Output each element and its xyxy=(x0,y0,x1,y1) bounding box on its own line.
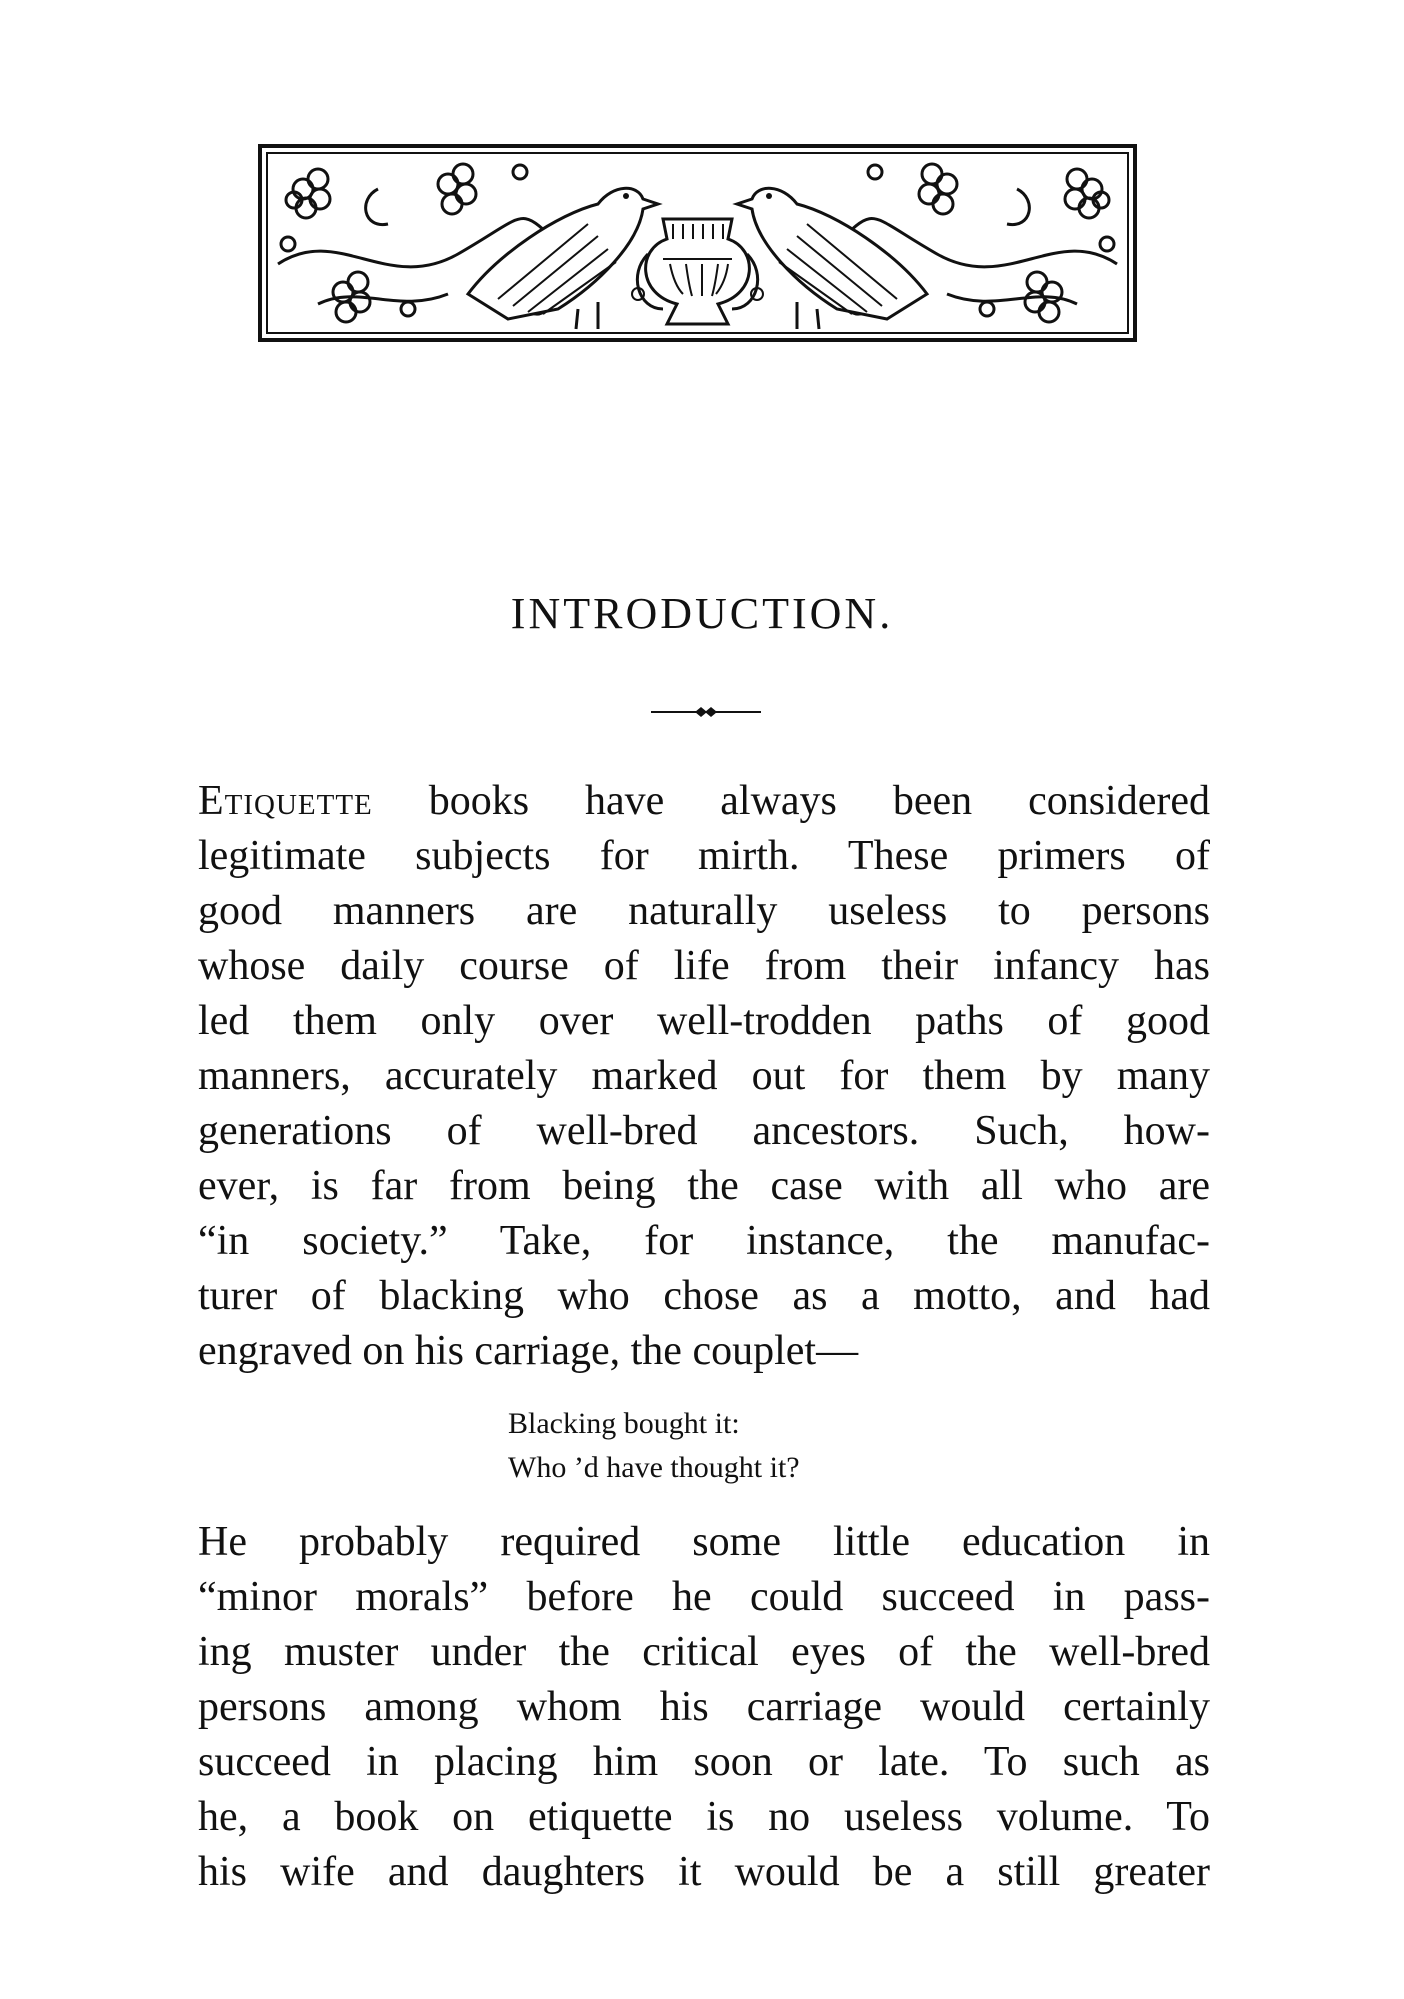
paragraph-line: turer of blacking who chose as a motto, and had xyxy=(198,1273,1210,1319)
paragraph-line: ever, is far from being the case with all who are xyxy=(198,1163,1210,1209)
paragraph-line: his wife and daughters it would be a still greater xyxy=(198,1849,1210,1895)
verse-couplet xyxy=(508,1402,800,1490)
section-divider-icon xyxy=(651,706,761,718)
paragraph-line: “in society.” Take, for instance, the manufac- xyxy=(198,1218,1210,1264)
paragraph-2 xyxy=(198,1515,1210,1900)
decorative-headpiece xyxy=(258,144,1137,342)
paragraph-line: “minor morals” before he could succeed in pass- xyxy=(198,1574,1210,1620)
paragraph-line: succeed in placing him soon or late. To such as xyxy=(198,1739,1210,1785)
paragraph-line: led them only over well-trodden paths of good xyxy=(198,998,1210,1044)
paragraph-line: generations of well-bred ancestors. Such, how- xyxy=(198,1108,1210,1154)
paragraph-1 xyxy=(198,774,1210,1379)
paragraph-line: Etiquette books have always been considered xyxy=(198,778,1210,824)
page-title: INTRODUCTION. xyxy=(510,589,894,638)
verse-line: Who ’d have thought it? xyxy=(508,1451,800,1484)
paragraph-line: persons among whom his carriage would certainly xyxy=(198,1684,1210,1730)
birds-urn-ornament-icon xyxy=(258,144,1137,342)
paragraph-line: manners, accurately marked out for them by many xyxy=(198,1053,1210,1099)
paragraph-line: legitimate subjects for mirth. These primers of xyxy=(198,833,1210,879)
lead-word: Etiquette xyxy=(198,778,373,824)
paragraph-line: He probably required some little education in xyxy=(198,1519,1210,1565)
verse-line: Blacking bought it: xyxy=(508,1407,740,1440)
paragraph-line: good manners are naturally useless to persons xyxy=(198,888,1210,934)
paragraph-line: whose daily course of life from their infancy has xyxy=(198,943,1210,989)
paragraph-line: ing muster under the critical eyes of the well-bred xyxy=(198,1629,1210,1675)
paragraph-line: engraved on his carriage, the couplet— xyxy=(198,1328,859,1374)
paragraph-line: he, a book on etiquette is no useless volume. To xyxy=(198,1794,1210,1840)
